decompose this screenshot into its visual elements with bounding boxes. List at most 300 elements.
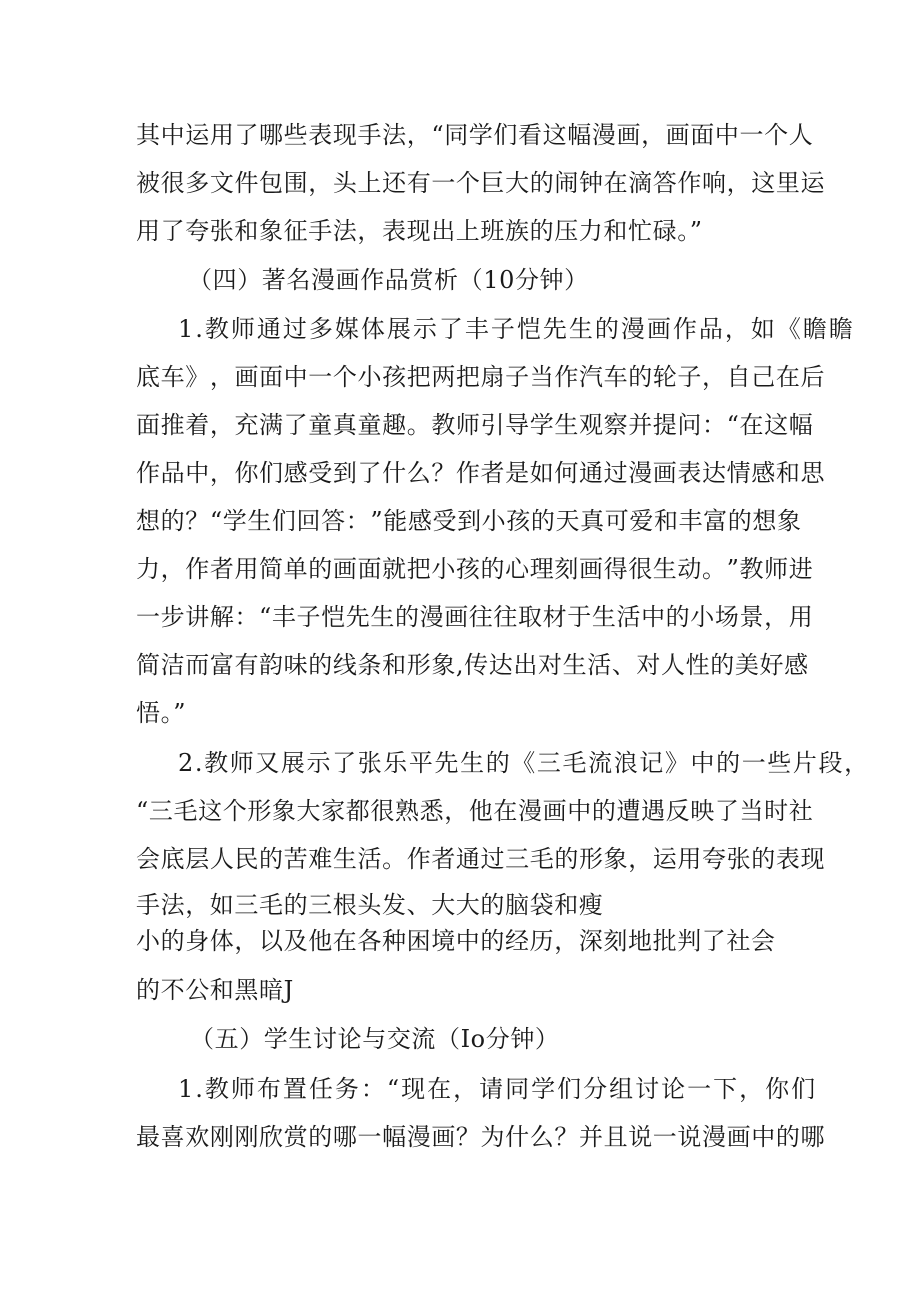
glyph: 家 [321,797,346,825]
glyph: 何 [554,459,579,487]
glyph: 形 [247,797,272,825]
glyph: 响 [702,169,727,197]
glyph: 扇 [480,363,506,391]
glyph: 的 [394,603,420,631]
glyph: 车 [603,363,629,391]
glyph: 漫 [591,121,617,149]
glyph: 线 [332,651,358,679]
glyph: 把 [455,363,481,391]
glyph: 幅 [382,1123,407,1151]
glyph: 简 [136,651,161,679]
glyph: 人 [661,651,686,679]
glyph: 幅 [567,121,592,149]
glyph: 问 [677,411,703,439]
glyph: 欢 [185,1123,210,1151]
glyph: 在 [775,363,801,391]
glyph: 如 [529,459,555,487]
paragraph-line: 小的身体，以及他在各种困境中的经历，深刻地批判了社会 [136,927,776,955]
glyph: 映 [690,797,715,825]
glyph: 面 [690,121,715,149]
glyph: 动 [677,555,703,583]
glyph: 毛 [529,845,555,873]
glyph: 里 [775,169,801,197]
glyph: 在 [603,169,629,197]
glyph: 活 [587,651,612,679]
glyph: 景 [739,603,765,631]
glyph: ， [726,169,752,197]
glyph: 熟 [394,797,420,825]
glyph: 哪 [800,1123,826,1151]
glyph: 的 [727,507,753,535]
glyph: 过 [603,459,629,487]
glyph: 对 [537,651,563,679]
glyph: 。 [702,555,727,583]
glyph: 提 [652,411,678,439]
glyph: 的 [554,845,579,873]
glyph: 运 [800,169,826,197]
glyph: 理 [529,555,555,583]
glyph: 而 [185,651,210,679]
glyph: ： [702,411,727,439]
glyph: ， [209,459,235,487]
paragraph-line [136,506,802,536]
glyph: 三 [148,797,174,825]
glyph: 小 [357,363,383,391]
glyph: 想 [136,507,161,535]
glyph: 很 [160,169,186,197]
paragraph-line [136,844,826,874]
glyph: 画 [234,363,260,391]
paragraph-line: 手法，如三毛的三根头发、大大的脑袋和瘦 [136,891,604,919]
glyph: 一 [739,121,765,149]
glyph: 一 [431,169,456,197]
glyph: 孩 [506,507,531,535]
glyph: 运 [652,845,678,873]
glyph: 和 [382,651,407,679]
glyph: 两 [431,363,456,391]
glyph: 中 [714,121,740,149]
glyph: 民 [234,845,260,873]
glyph: 引 [480,411,506,439]
glyph: 中 [641,603,666,631]
glyph: 。 [382,845,407,873]
glyph: 作 [554,363,579,391]
glyph: 讲 [185,603,210,631]
glyph: 这 [542,121,568,149]
glyph: 一 [136,603,161,631]
glyph: 个 [222,797,248,825]
glyph: 答 [321,507,346,535]
glyph: 学 [529,411,555,439]
glyph: 活 [357,845,383,873]
glyph: 感 [283,459,309,487]
glyph: 们 [259,459,284,487]
glyph: “ [136,797,149,825]
glyph: 用 [788,603,814,631]
glyph: 现 [332,121,358,149]
paragraph-line: 用了夸张和象征手法，表现出上班族的压力和忙碌。” [136,217,703,245]
glyph: ” [726,555,740,583]
glyph: 过 [480,845,506,873]
paragraph-line [136,554,814,584]
paragraph-line [136,168,826,198]
glyph: 活 [616,603,642,631]
glyph: 中 [160,121,186,149]
glyph: 趣 [382,411,407,439]
glyph: 生 [247,507,272,535]
glyph: “ [209,507,223,535]
glyph: 往 [493,603,519,631]
glyph: 可 [604,507,630,535]
glyph: 好 [759,651,785,679]
glyph: 用 [209,121,235,149]
glyph: 和 [775,459,801,487]
glyph: 者 [480,459,506,487]
glyph: 们 [271,507,297,535]
glyph: 什 [505,1123,530,1151]
glyph: ， [209,411,235,439]
glyph: 教 [739,555,765,583]
glyph: 闹 [554,169,579,197]
paragraph-line [136,650,809,680]
glyph: 刻 [554,555,579,583]
glyph: 是 [505,459,530,487]
glyph: 生 [332,845,358,873]
glyph: “ [726,411,740,439]
glyph: 生 [554,411,579,439]
glyph: 看 [518,121,543,149]
glyph: ， [628,845,653,873]
glyph: 象 [431,651,456,679]
glyph: 往 [468,603,494,631]
glyph: 漫 [628,459,653,487]
glyph: 画 [665,121,691,149]
glyph: 作 [677,169,703,197]
glyph: 了 [283,411,309,439]
glyph: 学 [468,121,494,149]
glyph: 富 [703,507,728,535]
glyph: 师 [455,411,481,439]
glyph: 什 [382,459,407,487]
glyph: 一 [652,1123,678,1151]
glyph: 己 [751,363,776,391]
glyph: 哪 [332,1123,358,1151]
glyph: 把 [406,363,432,391]
glyph: 美 [734,651,760,679]
glyph: 表 [308,121,333,149]
glyph: 表 [775,845,801,873]
glyph: 用 [234,555,260,583]
glyph: 的 [628,363,653,391]
glyph: 味 [283,651,309,679]
glyph: 表 [677,459,703,487]
glyph: 中 [567,797,592,825]
glyph: 当 [529,363,555,391]
glyph: 当 [739,797,765,825]
glyph: ， [160,555,186,583]
glyph: 传 [464,651,489,679]
glyph: 者 [209,555,235,583]
glyph: 和 [653,507,679,535]
glyph: 的 [530,507,556,535]
glyph: 了 [714,797,740,825]
glyph: 法 [382,121,407,149]
glyph: 个 [764,121,789,149]
paragraph-line [136,796,814,826]
glyph: 品 [160,459,186,487]
glyph: 童 [357,411,383,439]
glyph: ， [764,603,789,631]
glyph: 就 [382,555,407,583]
glyph: 上 [357,169,383,197]
glyph: 漫 [702,1123,727,1151]
glyph: 感 [751,459,776,487]
glyph: 教 [431,411,456,439]
glyph: 社 [788,797,814,825]
paragraph-line [136,120,814,150]
glyph: 底 [136,363,161,391]
glyph: 小 [481,507,507,535]
glyph: 用 [677,845,703,873]
glyph: 的 [308,651,333,679]
glyph: ， [308,169,333,197]
glyph: 的 [308,555,333,583]
glyph: 最 [136,1123,161,1151]
glyph: 中 [185,459,210,487]
glyph: 对 [636,651,662,679]
glyph: 先 [345,603,371,631]
glyph: 察 [603,411,629,439]
glyph: ？ [431,459,456,487]
glyph: 刚 [209,1123,235,1151]
glyph: 作 [136,459,161,487]
glyph: 导 [505,411,530,439]
glyph: 象 [776,507,802,535]
glyph: 悉 [419,797,445,825]
glyph: 恺 [321,603,346,631]
glyph: 这 [764,411,789,439]
glyph: 推 [160,411,186,439]
glyph: ？ [455,1123,481,1151]
glyph: 时 [764,797,789,825]
glyph: 学 [222,507,248,535]
glyph: “ [431,121,445,149]
glyph: 象 [603,845,629,873]
glyph: 到 [332,459,358,487]
glyph: 欣 [259,1123,284,1151]
glyph: 答 [652,169,678,197]
glyph: 的 [480,555,506,583]
glyph: 画 [578,555,604,583]
glyph: 把 [406,555,432,583]
glyph: 画 [444,603,469,631]
glyph: 了 [234,121,260,149]
glyph: 生 [562,651,588,679]
glyph: 面 [357,555,383,583]
glyph: 多 [185,169,210,197]
glyph: 步 [160,603,186,631]
glyph: 都 [345,797,371,825]
glyph: 观 [578,411,604,439]
glyph: 说 [628,1123,653,1151]
glyph: ， [406,121,432,149]
glyph: 韵 [259,651,284,679]
glyph: 现 [800,845,826,873]
glyph: 达 [702,459,727,487]
glyph: 在 [493,797,519,825]
glyph: 钟 [578,169,604,197]
glyph: 这 [751,169,776,197]
glyph: 层 [185,845,210,873]
glyph: 作 [185,555,210,583]
glyph: 件 [234,169,260,197]
glyph: 么 [529,1123,555,1151]
glyph: 想 [752,507,777,535]
section-heading: （四）著名漫画作品赏析（10分钟） [188,266,589,294]
glyph: 个 [455,169,481,197]
glyph: 情 [726,459,752,487]
glyph: 头 [332,169,358,197]
glyph: 力 [136,555,161,583]
glyph: 。 [406,411,432,439]
glyph: 且 [603,1123,629,1151]
glyph: 的 [751,845,776,873]
glyph: 难 [308,845,333,873]
glyph: 生 [591,603,617,631]
glyph: 象 [271,797,297,825]
glyph: 者 [431,845,456,873]
glyph: 感 [784,651,809,679]
glyph: 毛 [173,797,199,825]
glyph: 场 [714,603,740,631]
glyph: 生 [370,603,395,631]
glyph: 并 [578,1123,604,1151]
glyph: 能 [383,507,408,535]
glyph: 的 [160,507,186,535]
glyph: 画 [726,1123,752,1151]
glyph: 自 [726,363,752,391]
glyph: 喜 [160,1123,186,1151]
glyph: 们 [493,121,519,149]
glyph: 汽 [578,363,604,391]
section-heading: （五）学生讨论与交流（Io分钟） [190,1025,560,1053]
glyph: 轮 [652,363,678,391]
glyph: 面 [259,363,284,391]
glyph: 感 [407,507,433,535]
glyph: 画 [652,459,678,487]
glyph: 车 [160,363,186,391]
glyph: 了 [357,459,383,487]
glyph: 人 [788,121,814,149]
glyph: 运 [185,121,210,149]
glyph: 解 [209,603,235,631]
glyph: 些 [283,121,309,149]
glyph: 大 [296,797,322,825]
glyph: 苦 [283,845,309,873]
glyph: 一 [357,1123,383,1151]
glyph: 着 [185,411,210,439]
glyph: ： [345,507,371,535]
glyph: 滴 [628,169,653,197]
glyph: 回 [296,507,322,535]
glyph: 孩 [382,363,407,391]
glyph: 单 [283,555,309,583]
glyph: 赏 [283,1123,309,1151]
glyph: 遭 [616,797,642,825]
glyph: 天 [555,507,581,535]
glyph: 小 [690,603,715,631]
glyph: 心 [505,555,530,583]
glyph: 画 [332,555,358,583]
glyph: 进 [788,555,814,583]
glyph: 小 [431,555,456,583]
glyph: ， [209,363,235,391]
paragraph-line: 1.教师布置任务：“现在，请同学们分组讨论一下，你们 [178,1075,818,1103]
glyph: 个 [332,363,358,391]
glyph: 材 [542,603,568,631]
glyph: 充 [234,411,260,439]
glyph: 童 [308,411,333,439]
glyph: 子 [505,363,530,391]
glyph: ， [702,363,727,391]
glyph: 的 [710,651,735,679]
glyph: 的 [529,169,555,197]
glyph: 简 [259,555,284,583]
glyph: 条 [357,651,383,679]
glyph: 画 [616,121,642,149]
glyph: 同 [444,121,469,149]
glyph: 漫 [419,603,445,631]
glyph: 遇 [641,797,666,825]
glyph: 真 [580,507,605,535]
glyph: 围 [283,169,309,197]
glyph: 于 [567,603,592,631]
glyph: 有 [234,651,260,679]
glyph: ？ [554,1123,579,1151]
paragraph-line: 悟。” [136,699,187,727]
glyph: 得 [603,555,629,583]
glyph: 洁 [160,651,186,679]
glyph: 包 [259,169,284,197]
glyph: 丰 [271,603,297,631]
glyph: 形 [578,845,604,873]
glyph: ， [444,797,469,825]
glyph: ？ [185,507,210,535]
glyph: 很 [370,797,395,825]
glyph: 夸 [702,845,727,873]
glyph: 手 [357,121,383,149]
paragraph-line [136,1122,826,1152]
glyph: 面 [136,411,161,439]
glyph: 哪 [259,121,284,149]
glyph: 的 [665,603,691,631]
glyph: 张 [726,845,752,873]
glyph: 的 [259,845,284,873]
glyph: 底 [160,845,186,873]
glyph: 后 [800,363,826,391]
glyph: 子 [677,363,703,391]
glyph: 子 [296,603,322,631]
glyph: 其 [136,121,161,149]
glyph: 会 [136,845,161,873]
glyph: , [455,651,465,679]
glyph: 中 [283,363,309,391]
glyph: 并 [628,411,653,439]
glyph: 取 [518,603,543,631]
glyph: 为 [480,1123,506,1151]
glyph: 还 [382,169,407,197]
glyph: 形 [406,651,432,679]
